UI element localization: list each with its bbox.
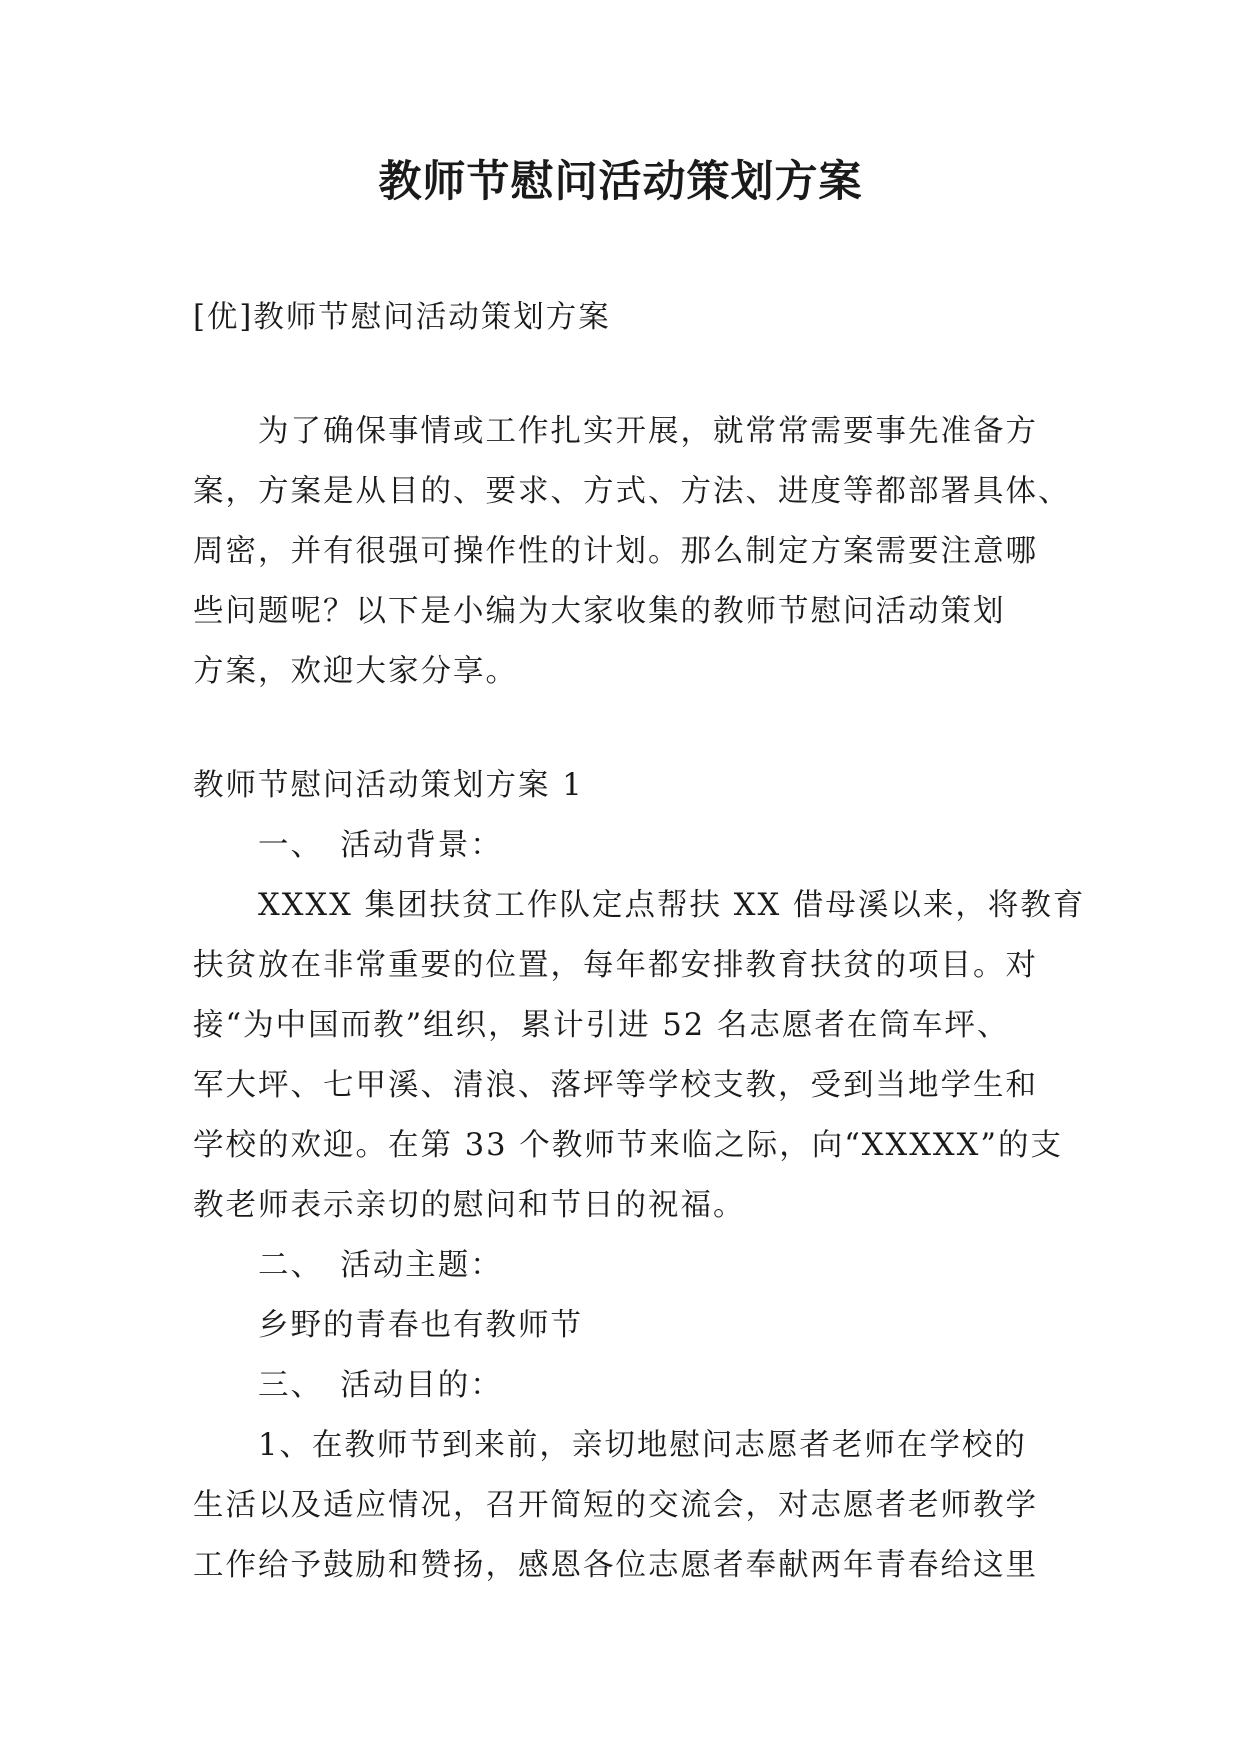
section-heading: 教师节慰问活动策划方案 1 — [193, 768, 584, 803]
text-line: 军大坪、七甲溪、清浪、落坪等学校支教，受到当地学生和 — [193, 1068, 1038, 1103]
text-line: 方案，欢迎大家分享。 — [193, 654, 518, 689]
text-line: 生活以及适应情况，召开简短的交流会，对志愿者老师教学 — [193, 1488, 1038, 1523]
text-line: 扶贫放在非常重要的位置，每年都安排教育扶贫的项目。对 — [193, 948, 1038, 983]
text-line: 接“为中国而教”组织，累计引进 52 名志愿者在筒车坪、 — [193, 1008, 1010, 1043]
document-subtitle: [优]教师节慰问活动策划方案 — [193, 300, 611, 335]
text-line: 周密，并有很强可操作性的计划。那么制定方案需要注意哪 — [193, 534, 1038, 569]
text-line: 乡野的青春也有教师节 — [193, 1308, 583, 1343]
text-line: 些问题呢？以下是小编为大家收集的教师节慰问活动策划 — [193, 594, 1006, 629]
text-line: 为了确保事情或工作扎实开展，就常常需要事先准备方 — [193, 414, 1038, 449]
text-line: XXXX 集团扶贫工作队定点帮扶 XX 借母溪以来，将教育 — [193, 888, 1086, 923]
intro-paragraph — [193, 402, 1071, 702]
plan-section-1 — [193, 756, 1086, 1596]
text-line: 案，方案是从目的、要求、方式、方法、进度等都部署具体、 — [193, 474, 1071, 509]
document-title: 教师节慰问活动策划方案 — [378, 157, 863, 207]
subheading-background: 一、 活动背景： — [193, 828, 503, 863]
text-line: 1、在教师节到来前，亲切地慰问志愿者老师在学校的 — [193, 1428, 1027, 1463]
text-line: 教老师表示亲切的慰问和节日的祝福。 — [193, 1188, 746, 1223]
subheading-theme: 二、 活动主题： — [193, 1248, 503, 1283]
text-line: 工作给予鼓励和赞扬，感恩各位志愿者奉献两年青春给这里 — [193, 1548, 1038, 1583]
text-line: 学校的欢迎。在第 33 个教师节来临之际，向“XXXXX”的支 — [193, 1128, 1063, 1163]
subheading-purpose: 三、 活动目的： — [193, 1368, 503, 1403]
